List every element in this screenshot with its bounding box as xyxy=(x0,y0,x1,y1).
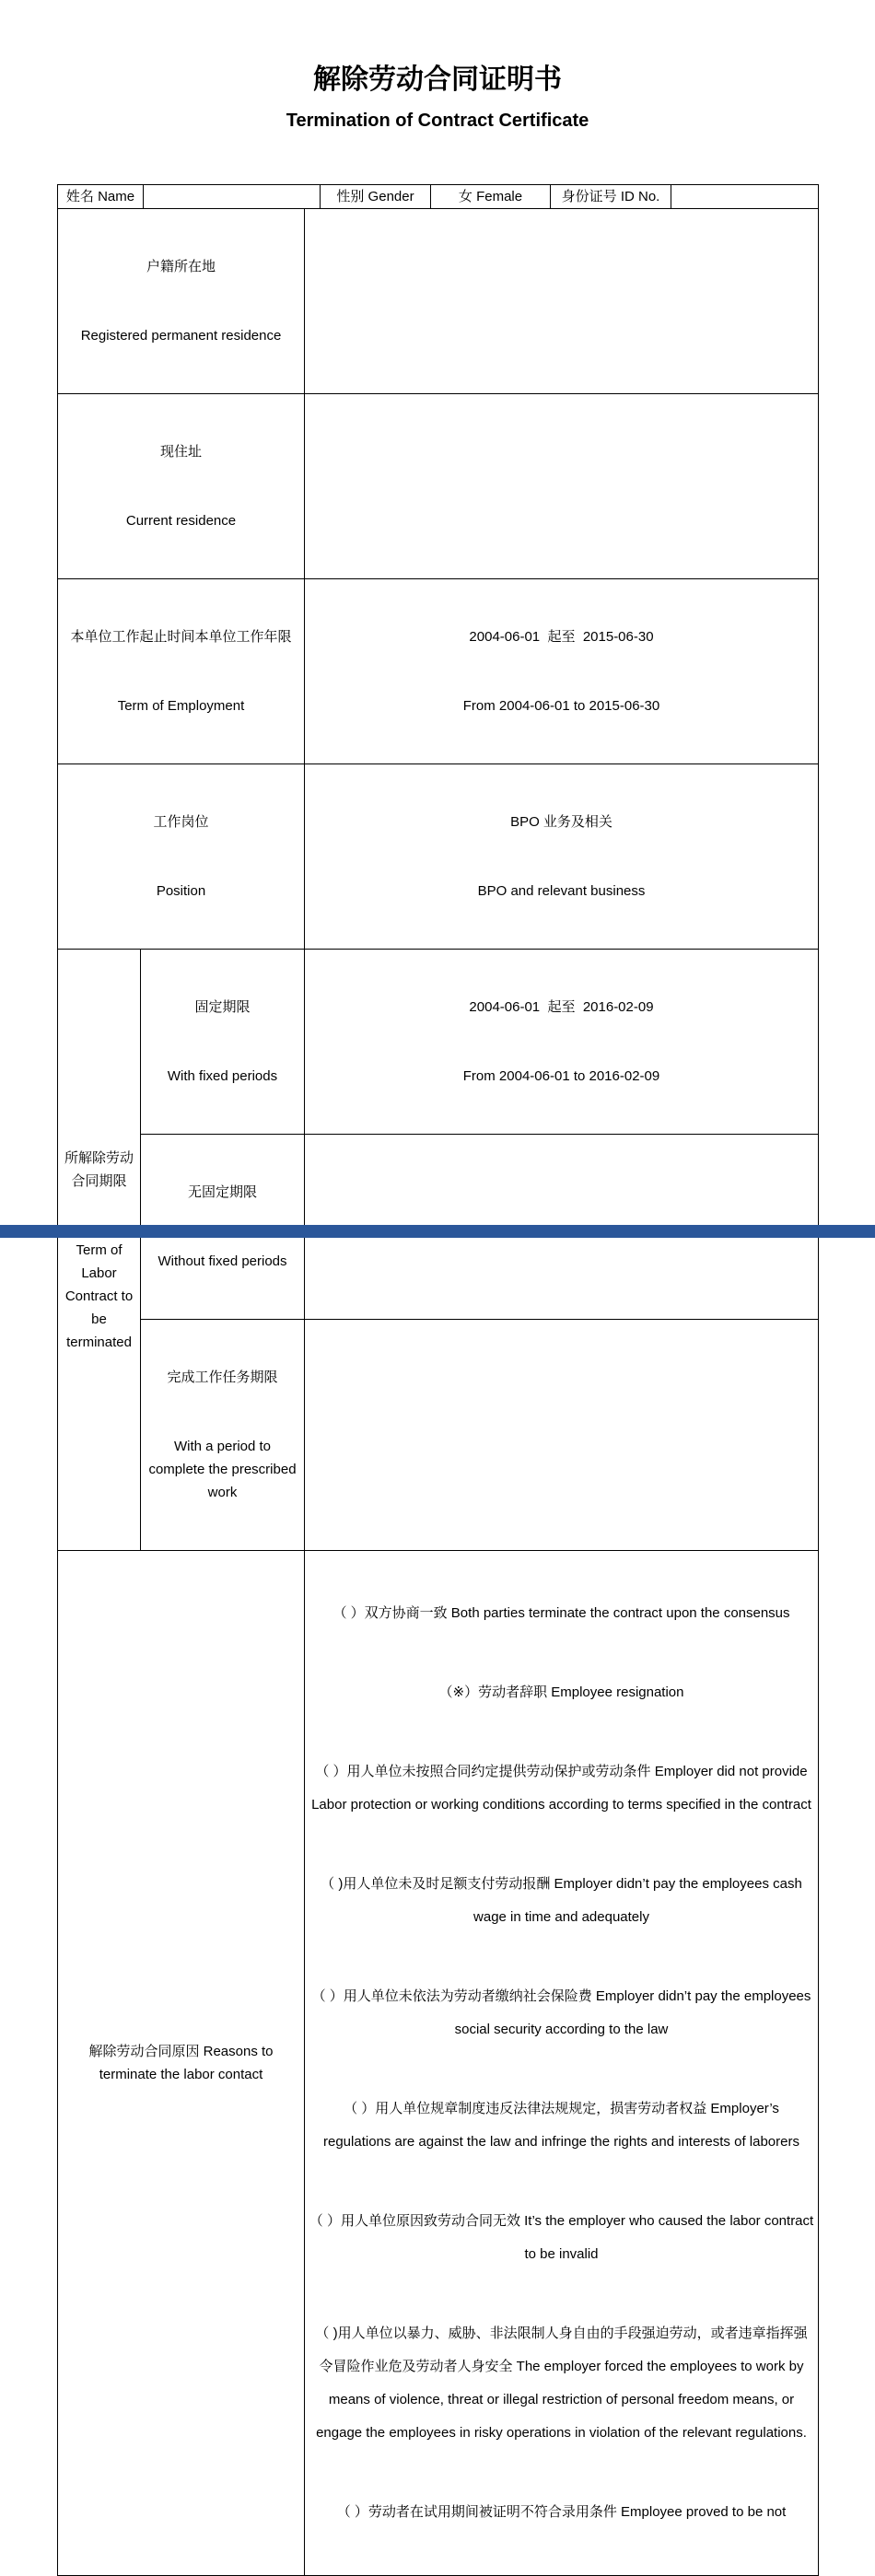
position-value xyxy=(305,764,819,950)
position-value-zh: BPO 业务及相关 xyxy=(510,814,612,830)
name-label: 姓名 Name xyxy=(58,185,144,209)
row-registered-residence xyxy=(58,209,819,394)
current-residence-label-zh: 现住址 xyxy=(159,444,202,460)
registered-residence-label-zh: 户籍所在地 xyxy=(146,259,216,274)
document-title-en: Termination of Contract Certificate xyxy=(286,111,589,131)
reason-item-no-social-security: （ ）用人单位未依法为劳动者缴纳社会保险费 Employer didn’t pay the employees social security according to the law xyxy=(311,1988,815,2037)
gender-label: 性别 Gender xyxy=(321,185,431,209)
current-residence-label-en: Current residence xyxy=(125,513,237,529)
fixed-period-value-en: From 2004-06-01 to 2016-02-09 xyxy=(462,1068,660,1084)
reason-item-unpaid-wage: （ )用人单位未及时足额支付劳动报酬 Employer didn’t pay the employees cash wage in time and adequately xyxy=(321,1876,806,1925)
task-period-label xyxy=(141,1320,305,1551)
row-task-period xyxy=(58,1320,819,1551)
fixed-period-label xyxy=(141,950,305,1135)
current-residence-label xyxy=(58,394,305,579)
unfixed-period-label-en: Without fixed periods xyxy=(158,1253,287,1269)
row-current-residence xyxy=(58,394,819,579)
reason-item-no-labor-protection: （ ）用人单位未按照合同约定提供劳动保护或劳动条件 Employer did not provide Labor protection or working conditions according to terms specified in the contract xyxy=(311,1764,811,1813)
row-position xyxy=(58,764,819,950)
task-period-label-en: With a period to complete the prescribed work xyxy=(148,1439,300,1500)
reasons-list xyxy=(305,1551,819,2576)
row-term-of-employment xyxy=(58,579,819,764)
reason-item-consensus: （ ）双方协商一致 Both parties terminate the contract upon the consensus xyxy=(332,1605,790,1621)
name-value-field[interactable] xyxy=(144,185,321,209)
employment-label-zh: 本单位工作起止时间本单位工作年限 xyxy=(70,629,292,645)
unfixed-period-label-zh: 无固定期限 xyxy=(187,1184,257,1200)
gender-value: 女 Female xyxy=(431,185,551,209)
task-period-label-zh: 完成工作任务期限 xyxy=(167,1370,278,1385)
position-label xyxy=(58,764,305,950)
window-bottom-bar xyxy=(0,1225,875,1238)
document-title-zh: 解除劳动合同证明书 xyxy=(313,64,562,95)
position-value-en: BPO and relevant business xyxy=(477,883,646,899)
current-residence-value-field[interactable] xyxy=(305,394,819,579)
contract-term-header-zh: 所解除劳动合同期限 xyxy=(64,1149,134,1189)
registered-residence-label-en: Registered permanent residence xyxy=(80,328,282,344)
reasons-label: 解除劳动合同原因 Reasons to terminate the labor contact xyxy=(58,1551,305,2576)
reason-item-invalid-contract: （ ）用人单位原因致劳动合同无效 It’s the employer who caused the labor contract to be invalid xyxy=(309,2213,818,2262)
employment-value-en: From 2004-06-01 to 2015-06-30 xyxy=(462,698,660,714)
id-label: 身份证号 ID No. xyxy=(551,185,671,209)
employment-value xyxy=(305,579,819,764)
employment-label-en: Term of Employment xyxy=(117,698,245,714)
employment-label xyxy=(58,579,305,764)
reason-item-illegal-regulations: （ ）用人单位规章制度违反法律法规规定，损害劳动者权益 Employer’s regulations are against the law and infringe the rights and interests of laborers xyxy=(323,2101,799,2150)
fixed-period-label-en: With fixed periods xyxy=(167,1068,278,1084)
fixed-period-label-zh: 固定期限 xyxy=(194,999,251,1015)
contract-term-header-en: Term of Labor Contract to be terminated xyxy=(64,1241,137,1350)
reason-item-forced-labor: （ )用人单位以暴力、威胁、非法限制人身自由的手段强迫劳动，或者违章指挥强令冒险作业危及劳动者人身安全 The employer forced the employees to work by means of violence, threat or illegal restriction of personal freedom means, or engage the employees in risky operations in violation of the relevant regulations. xyxy=(315,2325,808,2441)
position-label-zh: 工作岗位 xyxy=(153,814,209,830)
row-name-gender-id xyxy=(58,185,819,209)
contract-term-header xyxy=(58,950,141,1551)
row-reasons xyxy=(58,1551,819,2576)
reason-item-probation-unqualified: （ ）劳动者在试用期间被证明不符合录用条件 Employee proved to be not xyxy=(336,2504,787,2520)
registered-residence-label xyxy=(58,209,305,394)
fixed-period-value xyxy=(305,950,819,1135)
position-label-en: Position xyxy=(156,883,206,899)
certificate-table xyxy=(57,184,819,2576)
task-period-value-field[interactable] xyxy=(305,1320,819,1551)
id-value-field[interactable] xyxy=(671,185,819,209)
employment-value-zh: 2004-06-01 起至 2015-06-30 xyxy=(469,629,654,645)
row-fixed-period xyxy=(58,950,819,1135)
fixed-period-value-zh: 2004-06-01 起至 2016-02-09 xyxy=(469,999,654,1015)
reason-item-resignation: （※）劳动者辞职 Employee resignation xyxy=(438,1684,684,1700)
registered-residence-value-field[interactable] xyxy=(305,209,819,394)
